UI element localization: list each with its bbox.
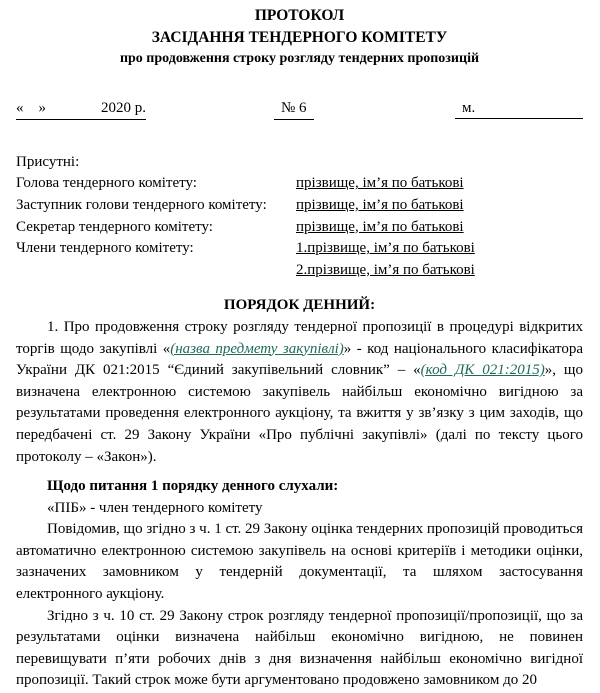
doc-title-line2: ЗАСІДАННЯ ТЕНДЕРНОГО КОМІТЕТУ: [151, 28, 448, 46]
attendee-row: [16, 217, 583, 239]
date-blank: [16, 98, 146, 120]
attendee-label: Голова тендерного комітету:: [16, 175, 197, 192]
placeholder-dk-code: (код ДК 021:2015): [420, 362, 545, 379]
attendee-row: [16, 260, 583, 282]
discussion-paragraph-2: Згідно з ч. 10 ст. 29 Закону строк розгляду тендерної пропозиції/пропозиції, що за результатами оцінки визначена найбільш економічно вигідною, не повинен перевищувати п’яти робочих днів з дня визначення найбільш економічно вигідної пропозиції. Такий строк може бути аргументовано продовжено замовником до 20: [16, 607, 583, 689]
attendee-value: 1.прізвище, ім’я по батькові: [296, 240, 475, 257]
attendee-label: Секретар тендерного комітету:: [16, 218, 213, 235]
attendee-label: Заступник голови тендерного комітету:: [16, 196, 267, 213]
date-number-city-line: [16, 98, 583, 122]
placeholder-procurement-subject: (назва предмету закупівлі): [170, 340, 344, 357]
city-blank: м.: [455, 98, 583, 119]
attendee-label: Члени тендерного комітету:: [16, 240, 194, 257]
attendee-row: [16, 238, 583, 260]
discussion-paragraph-1: Повідомив, що згідно з ч. 1 ст. 29 Закону оцінка тендерних пропозицій проводиться автоматично електронною системою закупівель на основі критеріїв і методики оцінки, зазначених замовником у тендерній документації, та шляхом застосування електронного аукціону.: [16, 521, 583, 603]
doc-subtitle: про продовження строку розгляду тендерних пропозицій: [119, 51, 480, 67]
attendee-row: [16, 195, 583, 217]
attendee-label-spacer: [16, 260, 296, 282]
question-heading: Щодо питання 1 порядку денного слухали:: [47, 478, 339, 495]
attendees-section: [16, 152, 583, 282]
agenda-heading: ПОРЯДОК ДЕННИЙ:: [223, 297, 376, 314]
agenda-item-text: », що визначена електронною системою закупівель найбільш економічно вигідною за результатами проведення електронного аукціону, та вжиття у зв’язку з цим заходів, що передбачені ст. 29 Закону України «Про публічні закупівлі» (далі по тексту цього протоколу – «Закон»).: [16, 362, 583, 465]
date-quotes: « »: [16, 99, 46, 116]
attendee-value: прізвище, ім’я по батькові: [296, 196, 464, 213]
protocol-number: № 6: [274, 98, 314, 120]
agenda-item-text: 1. Про продовження строку розгляду тендерної пропозиції в процедурі відкритих торгів щодо закупівлі «: [16, 318, 583, 357]
agenda-item-text: » - код національного класифікатора України ДК 021:2015 “Єдиний закупівельний словник” – «: [16, 340, 583, 379]
agenda-item-1: [16, 317, 583, 468]
attendees-heading: Присутні:: [16, 153, 80, 170]
attendee-row: [16, 173, 583, 195]
speaker-line: «ПІБ» - член тендерного комітету: [47, 499, 263, 516]
attendee-value: 2.прізвище, ім’я по батькові: [296, 261, 475, 278]
attendee-value: прізвище, ім’я по батькові: [296, 218, 464, 235]
attendee-value: прізвище, ім’я по батькові: [296, 175, 464, 192]
date-year: 2020 р.: [101, 99, 146, 116]
doc-title: ПРОТОКОЛ: [254, 7, 345, 24]
